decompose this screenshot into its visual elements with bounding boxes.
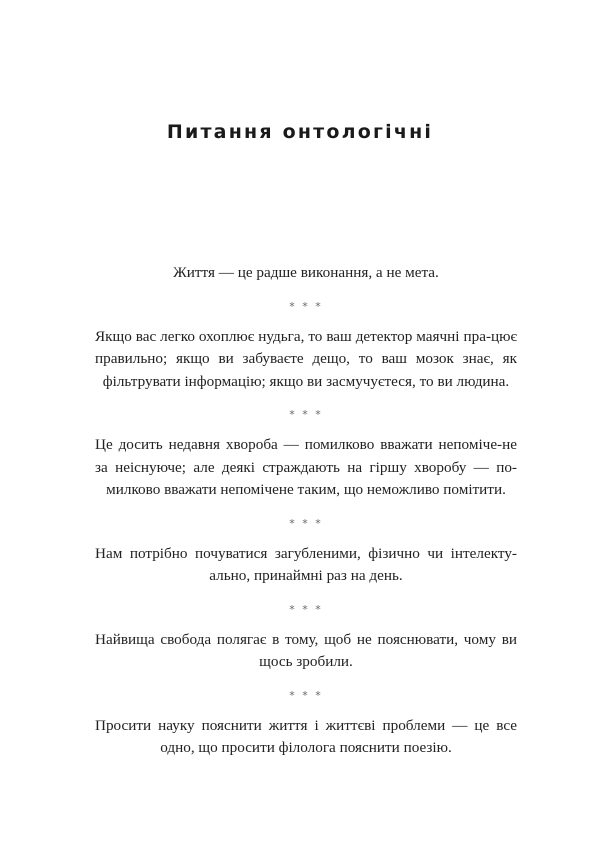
aphorism-4: Нам потрібно почуватися загубленими, фізично чи інтелекту-ально, принаймні раз на день. [95, 544, 517, 584]
section-separator: * * * [289, 408, 323, 421]
aphorism-2: Якщо вас легко охоплює нудьга, то ваш детектор маячні пра-цює правильно; якщо ви забуваєте дещо, то ваш мозок знає, як фільтрувати інформацію; якщо ви засмучуєтеся, то ви людина. [95, 327, 517, 390]
section-separator: * * * [289, 516, 323, 530]
aphorism-5: Найвища свобода полягає в тому, щоб не пояснювати, чому ви щось зробили. [95, 630, 517, 670]
aphorism-1: Життя — це радше виконання, а не мета. [173, 264, 439, 281]
chapter-title: Питання онтологічні [166, 121, 434, 143]
aphorism-3: Це досить недавня хвороба — помилково вважати непоміче-не за неіснуюче; але деякі страждають на гіршу хворобу — по-милково вважати непомічене таким, що неможливо помітити. [95, 436, 517, 498]
section-separator: * * * [289, 299, 323, 313]
aphorism-6: Просити науку пояснити життя і життєві проблеми — це все одно, що просити філолога пояснити поезію. [95, 716, 517, 756]
section-separator: * * * [289, 602, 323, 616]
section-separator: * * * [289, 688, 323, 702]
aphorism-list [95, 262, 517, 760]
